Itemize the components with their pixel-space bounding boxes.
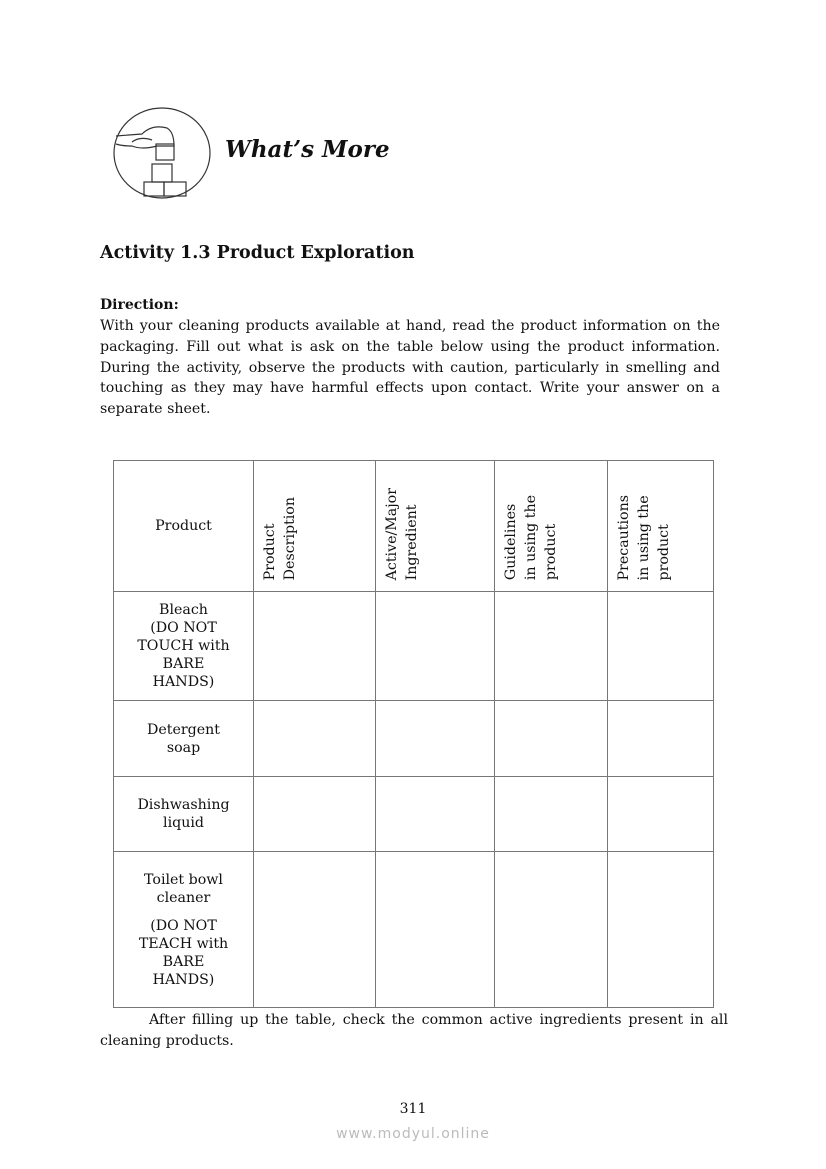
header-product: Product <box>114 461 254 592</box>
answer-cell <box>608 592 714 701</box>
answer-cell <box>608 777 714 852</box>
answer-cell <box>376 701 495 777</box>
watermark: www.modyul.online <box>336 1126 490 1142</box>
answer-cell <box>608 852 714 1008</box>
answer-cell <box>254 592 376 701</box>
table-row <box>114 852 714 1008</box>
header-guidelines: Guidelines in using the product <box>495 461 608 592</box>
table-row <box>114 592 714 701</box>
product-cell: Bleach (DO NOT TOUCH with BARE HANDS) <box>114 592 254 701</box>
answer-cell <box>254 701 376 777</box>
header-active-ingredient: Active/Major Ingredient <box>376 461 495 592</box>
answer-cell <box>495 777 608 852</box>
product-cell: Detergent soap <box>114 701 254 777</box>
hand-stacking-blocks-icon <box>112 106 212 200</box>
product-table <box>113 460 714 1008</box>
table-row <box>114 701 714 777</box>
direction-label: Direction: <box>100 297 179 313</box>
page-number: 311 <box>399 1101 427 1117</box>
answer-cell <box>608 701 714 777</box>
header-precautions: Precautions in using the product <box>608 461 714 592</box>
table-row <box>114 777 714 852</box>
after-table-text: After filling up the table, check the common active ingredients present in all cleaning products. <box>100 1012 728 1049</box>
answer-cell <box>254 852 376 1008</box>
answer-cell <box>495 701 608 777</box>
product-name: Toilet bowl cleaner <box>144 871 223 906</box>
header-product-description: Product Description <box>254 461 376 592</box>
product-cell <box>114 852 254 1008</box>
table-header-row <box>114 461 714 592</box>
section-title: What’s More <box>225 136 390 163</box>
answer-cell <box>376 852 495 1008</box>
answer-cell <box>495 852 608 1008</box>
product-warning: (DO NOT TEACH with BARE HANDS) <box>138 917 229 988</box>
answer-cell <box>495 592 608 701</box>
answer-cell <box>254 777 376 852</box>
answer-cell <box>376 777 495 852</box>
product-cell: Dishwashing liquid <box>114 777 254 852</box>
answer-cell <box>376 592 495 701</box>
direction-text: With your cleaning products available at hand, read the product information on the packaging. Fill out what is ask on the table below using the product information. During the activity, observe the products with caution, particularly in smelling and touching as they may have harmful effects upon contact. Write your answer on a separate sheet. <box>100 318 720 418</box>
activity-title: Activity 1.3 Product Exploration <box>100 243 415 263</box>
